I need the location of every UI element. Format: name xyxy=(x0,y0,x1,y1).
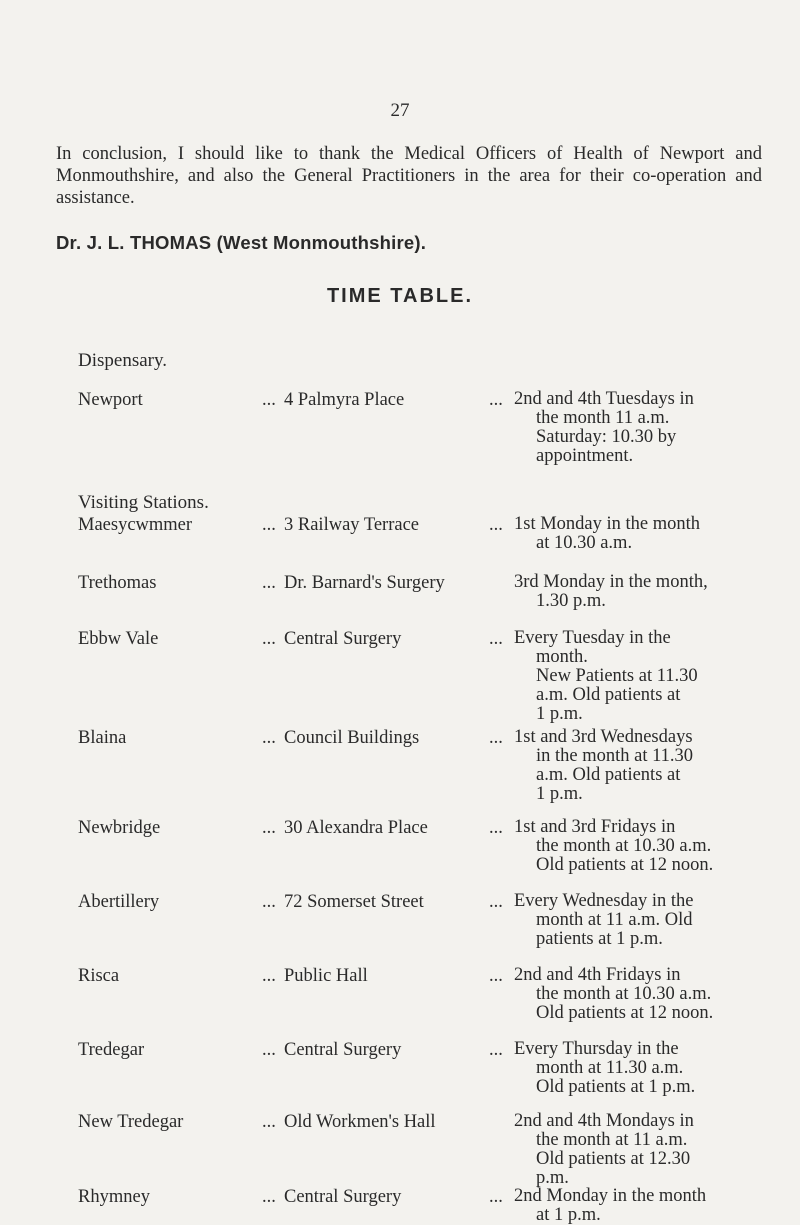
schedule-line: the month 11 a.m. xyxy=(536,408,670,428)
schedule-line: 1st Monday in the month xyxy=(514,514,701,534)
schedule-line: at 1 p.m. xyxy=(536,1205,601,1225)
leader-dots: ... xyxy=(489,390,503,410)
dispensary-label: Dispensary. xyxy=(78,350,167,371)
schedule-line: Old patients at 12 noon. xyxy=(536,855,714,875)
schedule-line: 1st and 3rd Wednesdays xyxy=(514,727,693,747)
leader-dots: ... xyxy=(489,1187,503,1207)
intro-paragraph: In conclusion, I should like to thank the Medical Officers of Health of Newport and Monmouthshire, and also the General Practitioners in the area for their co-operation and assistance. xyxy=(56,144,762,208)
schedule-line: Every Wednesday in the xyxy=(514,891,694,911)
schedule-text xyxy=(514,515,764,553)
schedule-line: month at 11.30 a.m. xyxy=(536,1058,684,1078)
leader-dots: ... xyxy=(489,728,503,748)
schedule-line: 2nd and 4th Fridays in xyxy=(514,965,681,985)
schedule-text xyxy=(514,1112,764,1188)
schedule-line: at 10.30 a.m. xyxy=(536,533,633,553)
leader-dots: ... xyxy=(262,390,276,410)
leader-dots: ... xyxy=(262,629,276,649)
leader-dots: ... xyxy=(262,892,276,912)
schedule-line: the month at 10.30 a.m. xyxy=(536,836,712,856)
schedule-line: Old patients at 1 p.m. xyxy=(536,1077,696,1097)
schedule-line: a.m. Old patients at xyxy=(536,685,681,705)
schedule-line: 2nd Monday in the month xyxy=(514,1186,707,1206)
place-name: Newport xyxy=(78,390,143,410)
venue-name: 3 Railway Terrace xyxy=(284,515,419,535)
schedule-line: Every Tuesday in the xyxy=(514,628,671,648)
schedule-line: in the month at 11.30 xyxy=(536,746,694,766)
place-name: Maesycwmmer xyxy=(78,515,193,535)
leader-dots: ... xyxy=(262,728,276,748)
venue-name: Council Buildings xyxy=(284,728,420,748)
schedule-line: Old patients at 12 noon. xyxy=(536,1003,714,1023)
schedule-text xyxy=(514,966,764,1023)
leader-dots: ... xyxy=(489,1040,503,1060)
visiting-stations-label: Visiting Stations. xyxy=(78,492,209,513)
leader-dots: ... xyxy=(489,629,503,649)
leader-dots: ... xyxy=(489,515,503,535)
schedule-line: 1 p.m. xyxy=(536,704,583,724)
schedule-text xyxy=(514,390,764,466)
venue-name: 30 Alexandra Place xyxy=(284,818,428,838)
place-name: New Tredegar xyxy=(78,1112,184,1132)
schedule-line: month. xyxy=(536,647,588,667)
schedule-line: p.m. xyxy=(536,1168,569,1188)
venue-name: 72 Somerset Street xyxy=(284,892,424,912)
schedule-line: New Patients at 11.30 xyxy=(536,666,698,686)
schedule-text xyxy=(514,573,764,611)
leader-dots: ... xyxy=(262,1112,276,1132)
section-heading: Dr. J. L. THOMAS (West Monmouthshire). xyxy=(56,232,427,253)
place-name: Blaina xyxy=(78,728,127,748)
schedule-line: month at 11 a.m. Old xyxy=(536,910,693,930)
schedule-text xyxy=(514,629,764,724)
schedule-line: 1 p.m. xyxy=(536,784,583,804)
place-name: Abertillery xyxy=(78,892,160,912)
schedule-line: appointment. xyxy=(536,446,634,466)
schedule-line: 1.30 p.m. xyxy=(536,591,606,611)
place-name: Trethomas xyxy=(78,573,157,593)
place-name: Ebbw Vale xyxy=(78,629,159,649)
schedule-line: Saturday: 10.30 by xyxy=(536,427,677,447)
place-name: Tredegar xyxy=(78,1040,145,1060)
venue-name: Central Surgery xyxy=(284,629,402,649)
place-name: Rhymney xyxy=(78,1187,150,1207)
venue-name: Central Surgery xyxy=(284,1040,402,1060)
leader-dots: ... xyxy=(262,966,276,986)
leader-dots: ... xyxy=(262,515,276,535)
venue-name: Old Workmen's Hall xyxy=(284,1112,436,1132)
schedule-line: a.m. Old patients at xyxy=(536,765,681,785)
venue-name: Dr. Barnard's Surgery xyxy=(284,573,445,593)
schedule-line: the month at 11 a.m. xyxy=(536,1130,688,1150)
schedule-line: Every Thursday in the xyxy=(514,1039,679,1059)
venue-name: Central Surgery xyxy=(284,1187,402,1207)
leader-dots: ... xyxy=(489,818,503,838)
venue-name: Public Hall xyxy=(284,966,368,986)
schedule-line: 3rd Monday in the month, xyxy=(514,572,708,592)
timetable-title: TIME TABLE. xyxy=(326,285,474,307)
schedule-line: patients at 1 p.m. xyxy=(536,929,663,949)
schedule-line: the month at 10.30 a.m. xyxy=(536,984,712,1004)
schedule-line: 2nd and 4th Tuesdays in xyxy=(514,389,694,409)
place-name: Risca xyxy=(78,966,120,986)
schedule-text xyxy=(514,892,764,949)
leader-dots: ... xyxy=(262,818,276,838)
page-number: 27 xyxy=(390,100,410,121)
leader-dots: ... xyxy=(262,1040,276,1060)
schedule-text xyxy=(514,818,764,875)
schedule-text xyxy=(514,1187,764,1225)
schedule-line: Old patients at 12.30 xyxy=(536,1149,691,1169)
schedule-line: 1st and 3rd Fridays in xyxy=(514,817,676,837)
venue-name: 4 Palmyra Place xyxy=(284,390,405,410)
leader-dots: ... xyxy=(262,1187,276,1207)
place-name: Newbridge xyxy=(78,818,161,838)
leader-dots: ... xyxy=(262,573,276,593)
schedule-line: 2nd and 4th Mondays in xyxy=(514,1111,694,1131)
leader-dots: ... xyxy=(489,966,503,986)
schedule-text xyxy=(514,1040,764,1097)
leader-dots: ... xyxy=(489,892,503,912)
schedule-text xyxy=(514,728,764,804)
